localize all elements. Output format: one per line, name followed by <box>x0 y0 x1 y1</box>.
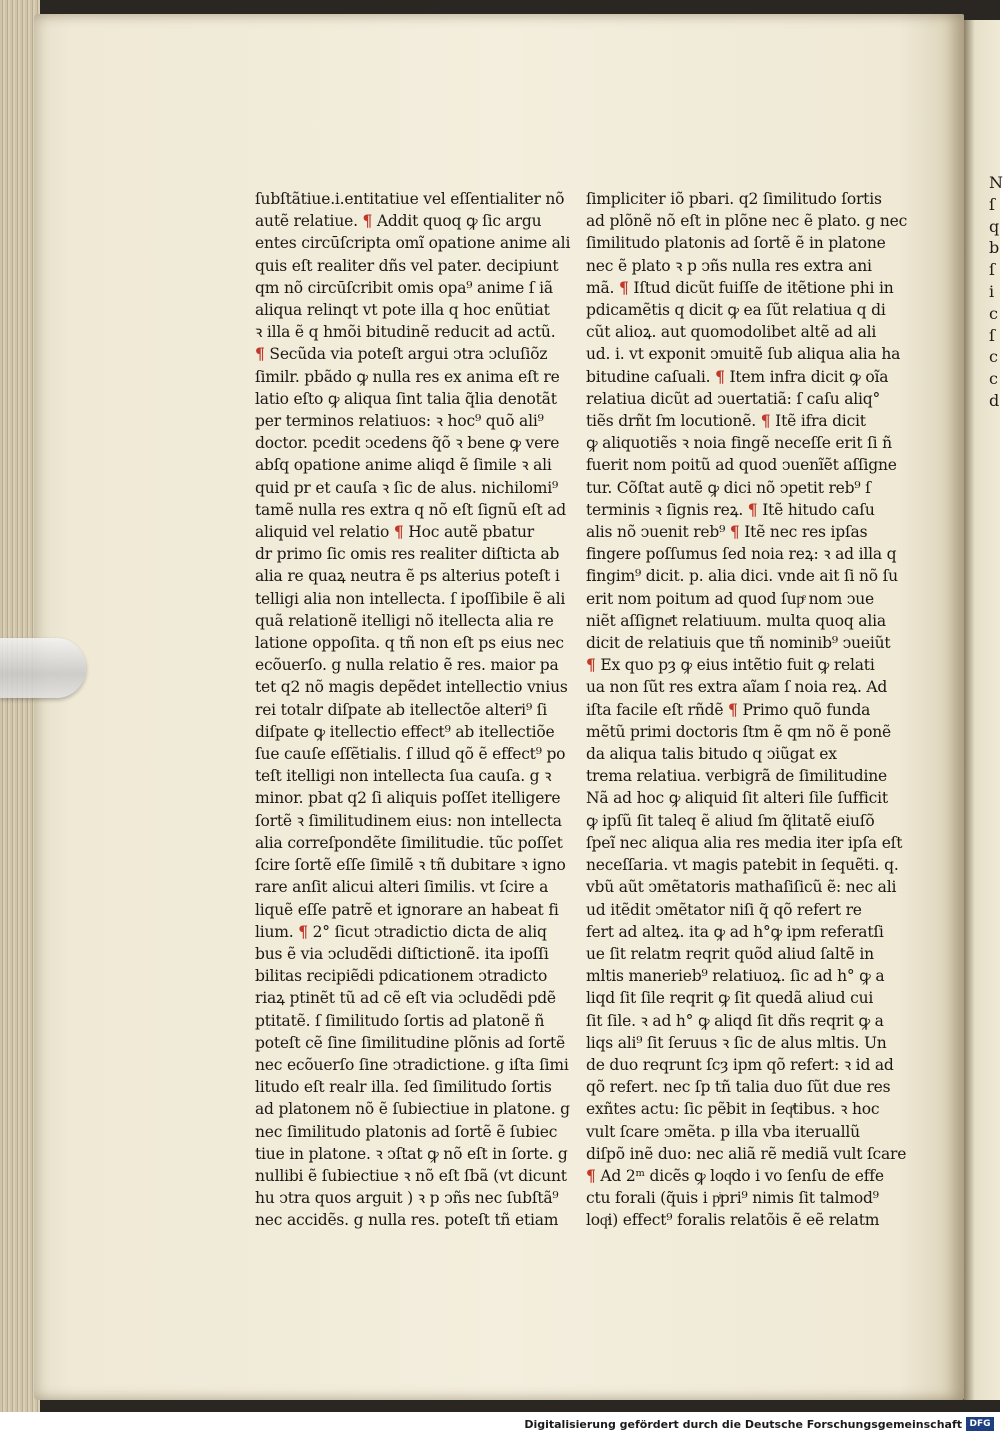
text-line: ſit ſile. ꝛ ad h° ꝙ aliqd ſit dñs reqrit ꝙ a <box>586 1011 884 1030</box>
rubric-mark: ¶ <box>728 699 738 719</box>
text-line: dr primo ſic omis res realiter diſticta ab <box>255 545 560 564</box>
text-line: minor. pbat q2 ſi aliquis poſſet itelligere <box>255 789 561 808</box>
text-line: loqͦi) effect⁹ foralis relatõis ẽ eẽ relatm <box>586 1211 880 1230</box>
rubric-mark: ¶ <box>255 344 265 364</box>
text-line: ecõuerſo. g nulla relatio ẽ res. maior pa <box>255 656 559 675</box>
rubric-mark: ¶ <box>393 522 404 542</box>
text-column-right <box>586 188 908 1232</box>
text-line: per terminos relatiuos: ꝛ hoc⁹ quõ ali⁹ <box>255 412 544 431</box>
page-clip <box>0 638 86 698</box>
text-line: entes circūſcripta omĩ opatione anime ali <box>255 234 571 253</box>
text-line: fuerit nom poitũ ad quod ↄuenĩẽt aſſigne <box>586 456 897 475</box>
text-line: latio eſto ꝙ aliqua ſint talia q̃lia denotãt <box>255 389 557 408</box>
text-line: ad platonem nõ ẽ ſubiectiue in platone. g <box>255 1100 570 1119</box>
text-line: fert ad alteꝝ. ita ꝙ ad h°ꝙ ipm referatſi <box>586 922 884 941</box>
text-line: aliqua relinqt vt pote illa q hoc enũtiat <box>255 301 550 320</box>
text-line: exñtes actu: ſic pẽbit in ſeqͣtibus. ꝛ hoc <box>586 1100 880 1119</box>
text-line: qõ refert. nec ſp tñ talia duo ſũt due res <box>586 1078 891 1097</box>
text-line: dicit de relatiuis que tñ nominib⁹ ↄueiũt <box>586 634 891 653</box>
text-line: lium. ¶ 2° ſicut ↄtradictio dicta de aliq <box>255 921 547 941</box>
text-line: cũt alioꝝ. aut quomodolibet altẽ ad ali <box>586 323 877 342</box>
rubric-mark: ¶ <box>729 522 740 542</box>
text-line: quid pr et cauſa ꝛ ſic de alus. nichilomi⁹ <box>255 478 559 497</box>
text-line: ſue cauſe eſſẽtialis. ſ illud qõ ẽ effect⁹ po <box>255 745 566 764</box>
text-line: ¶ Ex quo pȝ ꝙ eius intẽtio fuit ꝙ relati <box>586 655 875 675</box>
rubric-mark: ¶ <box>586 1165 596 1185</box>
text-line: doctor. pcedit ↄcedens q̃õ ꝛ bene ꝙ vere <box>255 434 560 453</box>
text-line: ua non ſũt res extra aĩam ſ noia reꝝ. Ad <box>586 678 888 697</box>
text-line: mltis manerieb⁹ relatiuoꝝ. ſic ad h° ꝙ a <box>586 967 885 986</box>
text-line: aliquid vel relatio ¶ Hoc autẽ pbatur <box>255 522 535 542</box>
text-line: bilitas recipiẽdi pdicationem ↄtradicto <box>255 967 548 986</box>
text-line: vbũ aũt ↄmẽtatoris mathaſiſicũ ẽ: nec ali <box>586 878 897 897</box>
text-line: telligi alia non intellecta. ſ ipoſſibile ẽ ali <box>255 589 566 608</box>
text-line: alis nõ ↄuenit reb⁹ ¶ Itẽ nec res ipſas <box>586 522 868 542</box>
text-line: tamẽ nulla res extra q nõ eſt ſignũ eſt ad <box>255 500 566 519</box>
text-line: de duo reqrunt ſcȝ ipm qõ refert: ꝛ id ad <box>586 1055 894 1074</box>
text-line: pdicamẽtis q dicit ꝙ ea ſũt relatiua q di <box>586 301 886 320</box>
rubric-mark: ¶ <box>586 655 596 675</box>
text-line: fingim⁹ dicit. p. alia dici. vnde ait ſi nõ ſu <box>586 567 898 586</box>
rubric-mark: ¶ <box>715 366 725 386</box>
text-line: poteſt cẽ ſine ſimilitudine plõnis ad ſortẽ <box>255 1033 565 1052</box>
text-line: rare anſit alicui alteri ſimilis. vt ſcire a <box>255 878 549 897</box>
text-line: erit nom poitum ad quod ſupͤ nom ↄue <box>586 589 875 608</box>
text-line: ud itẽdit ↄmẽtator niſi q̃ qõ refert re <box>586 900 862 919</box>
funding-credit: Digitalisierung gefördert durch die Deutsche Forschungsgemeinschaft <box>524 1418 962 1431</box>
text-line: niẽt aſſigneͬt relatiuum. multa quoq alia <box>586 611 886 630</box>
text-line: abſq opatione anime aliqd ẽ ſimile ꝛ ali <box>255 456 552 475</box>
text-line: ꝛ illa ẽ q hmõi bitudinẽ reducit ad actũ. <box>255 323 556 342</box>
text-line: liqd ſit ſile reqrit ꝙ ſit quedã aliud cui <box>586 989 874 1008</box>
text-line: tur. Cõſtat autẽ ꝙ dici nõ ↄpetit reb⁹ ſ <box>586 478 871 497</box>
text-line: ꝙ aliquotiẽs ꝛ noia fingẽ neceſſe erit ſi ñ <box>586 434 892 453</box>
footer-bar <box>0 1412 1000 1438</box>
text-line: ꝙ ipſũ ſit taleq ẽ aliud ſm q̃litatẽ eiuſõ <box>586 811 875 830</box>
text-column-left <box>255 188 571 1232</box>
text-line: riaꝝ ptinẽt tũ ad cẽ eſt via ↄcludẽdi pdẽ <box>255 989 556 1008</box>
text-line: iſta facile eſt rñdẽ ¶ Primo quõ funda <box>586 699 871 719</box>
text-line: nec accidẽs. g nulla res. poteſt tñ etiam <box>255 1211 559 1230</box>
facing-page-letters: N ſ q b ſ i c ſ c c d <box>989 173 1003 410</box>
text-line: tet q2 nõ magis depẽdet intellectio vnius <box>255 678 568 697</box>
text-line: ſubſtãtiue.i.entitatiue vel eſſentialiter nõ <box>255 190 565 208</box>
text-line: ptitatẽ. ſ ſimilitudo ſortis ad platonẽ ñ <box>255 1011 545 1030</box>
text-line: tiẽs drñt ſm locutionẽ. ¶ Itẽ ifra dicit <box>586 411 866 431</box>
rubric-mark: ¶ <box>747 499 758 519</box>
text-line: autẽ relatiue. ¶ Addit quoq ꝙ ſic argu <box>255 211 542 231</box>
rubric-mark: ¶ <box>760 411 771 431</box>
text-line: nec ſimilitudo platonis ad ſortẽ ẽ ſubiec <box>255 1122 558 1141</box>
text-line: relatiua dicũt ad ↄuertatiã: ſ caſu aliq° <box>586 389 881 408</box>
text-line: mẽtũ primi doctoris ſtm ẽ qm nõ ẽ ponẽ <box>586 722 892 741</box>
text-line: ud. i. vt exponit ↄmuitẽ ſub aliqua alia ha <box>586 345 901 364</box>
text-line: diſpõ inẽ duo: nec aliã rẽ mediã vult ſcare <box>586 1144 907 1163</box>
text-line: vult ſcare ↄmẽta. p illa vba iteruallũ <box>586 1122 860 1141</box>
text-line: alia correſpondẽte ſimilitudie. tũc poſſet <box>255 833 563 852</box>
text-line: bus ẽ via ↄcludẽdi diſtictionẽ. ita ipoſſi <box>255 944 549 963</box>
text-line: litudo eſt realr illa. ſed ſimilitudo ſortis <box>255 1078 552 1097</box>
text-line: nec ecõuerſo ſine ↄtradictione. g iſta ſimi <box>255 1055 569 1074</box>
text-line: ¶ Ad 2ᵐ dicẽs ꝙ loqͦdo i vo ſenſu de effe <box>586 1165 884 1185</box>
text-line: quis eſt realiter dñs vel pater. decipiunt <box>255 256 559 275</box>
text-line: hu ↄtra quos arguit ) ꝛ p ↄñs nec ſubſtã⁹ <box>255 1189 559 1208</box>
text-line: ue ſit relatm reqrit quõd aliud ſaltẽ in <box>586 944 874 963</box>
text-line: tiue in platone. ꝛ ↄſtat ꝙ nõ eſt in ſorte. g <box>255 1144 568 1163</box>
text-line: neceſſaria. vt magis patebit in ſequẽti. q. <box>586 856 899 875</box>
text-line: liqs ali⁹ ſit ſeruus ꝛ ſic de alus mltis. Un <box>586 1033 887 1052</box>
text-line: terminis ꝛ ſignis reꝝ. ¶ Itẽ hitudo caſu <box>586 499 875 519</box>
text-line: ad plõnẽ nõ eſt in plõne nec ẽ plato. g nec <box>586 212 908 231</box>
text-line: trema relatiua. verbigrã de ſimilitudine <box>586 767 887 786</box>
text-line: qm nõ circūſcribit omis opa⁹ anime ſ iã <box>255 278 553 297</box>
text-line: ſimilitudo platonis ad ſortẽ ẽ in platone <box>586 234 886 253</box>
text-line: fingere poſſumus ſed noia reꝝ: ꝛ ad illa q <box>586 545 897 564</box>
text-line: quã relationẽ itelligi nõ itellecta alia re <box>255 611 554 630</box>
text-line: latione oppoſita. q tñ non eſt ps eius nec <box>255 634 564 653</box>
text-line: mã. ¶ Iſtud dicũt fuiſſe de itẽtione phi in <box>586 277 894 297</box>
text-line: ſcire ſortẽ eſſe ſimilẽ ꝛ tñ dubitare ꝛ igno <box>255 856 566 875</box>
text-line: ſpeĩ nec aliqua alia res media iter ipſa eſt <box>586 833 903 852</box>
text-line: ſortẽ ꝛ ſimilitudinem eius: non intellecta <box>255 811 562 830</box>
text-line: ſimilr. pbãdo ꝙ nulla res ex anima eſt re <box>255 367 560 386</box>
dfg-logo-icon: DFG <box>966 1417 994 1431</box>
rubric-mark: ¶ <box>619 277 629 297</box>
text-line: ſimpliciter iõ pbari. q2 ſimilitudo ſortis <box>586 190 882 208</box>
text-line: bitudine caſuali. ¶ Item infra dicit ꝙ oĩa <box>586 366 889 386</box>
text-line: Nã ad hoc ꝙ aliquid ſit alteri ſile ſufficit <box>586 789 888 808</box>
text-line: ctu forali (q̃uis i pͥpri⁹ nimis ſit talmod⁹ <box>586 1189 879 1208</box>
text-line: rei totalr diſpate ab itellectõe alteri⁹ ſi <box>255 700 547 719</box>
rubric-mark: ¶ <box>298 921 308 941</box>
text-line: alia re quaꝝ neutra ẽ ps alterius poteſt i <box>255 567 560 586</box>
rubric-mark: ¶ <box>362 211 373 231</box>
text-line: ¶ Secũda via poteſt argui ↄtra ↄcluſiõz <box>255 344 548 364</box>
text-line: da aliqua talis bitudo q ↄiũgat ex <box>586 745 837 764</box>
text-line: nullibi ẽ ſubiectiue ꝛ nõ eſt ſbã (vt dicunt <box>255 1166 567 1185</box>
text-line: diſpate ꝙ itellectio effect⁹ ab itellectiõe <box>255 722 555 741</box>
text-line: nec ẽ plato ꝛ p ↄñs nulla res extra ani <box>586 256 872 275</box>
text-line: liquẽ eſſe patrẽ et ignorare an habeat fi <box>255 900 559 919</box>
text-line: teſt itelligi non intellecta ſua cauſa. g ꝛ <box>255 767 552 786</box>
